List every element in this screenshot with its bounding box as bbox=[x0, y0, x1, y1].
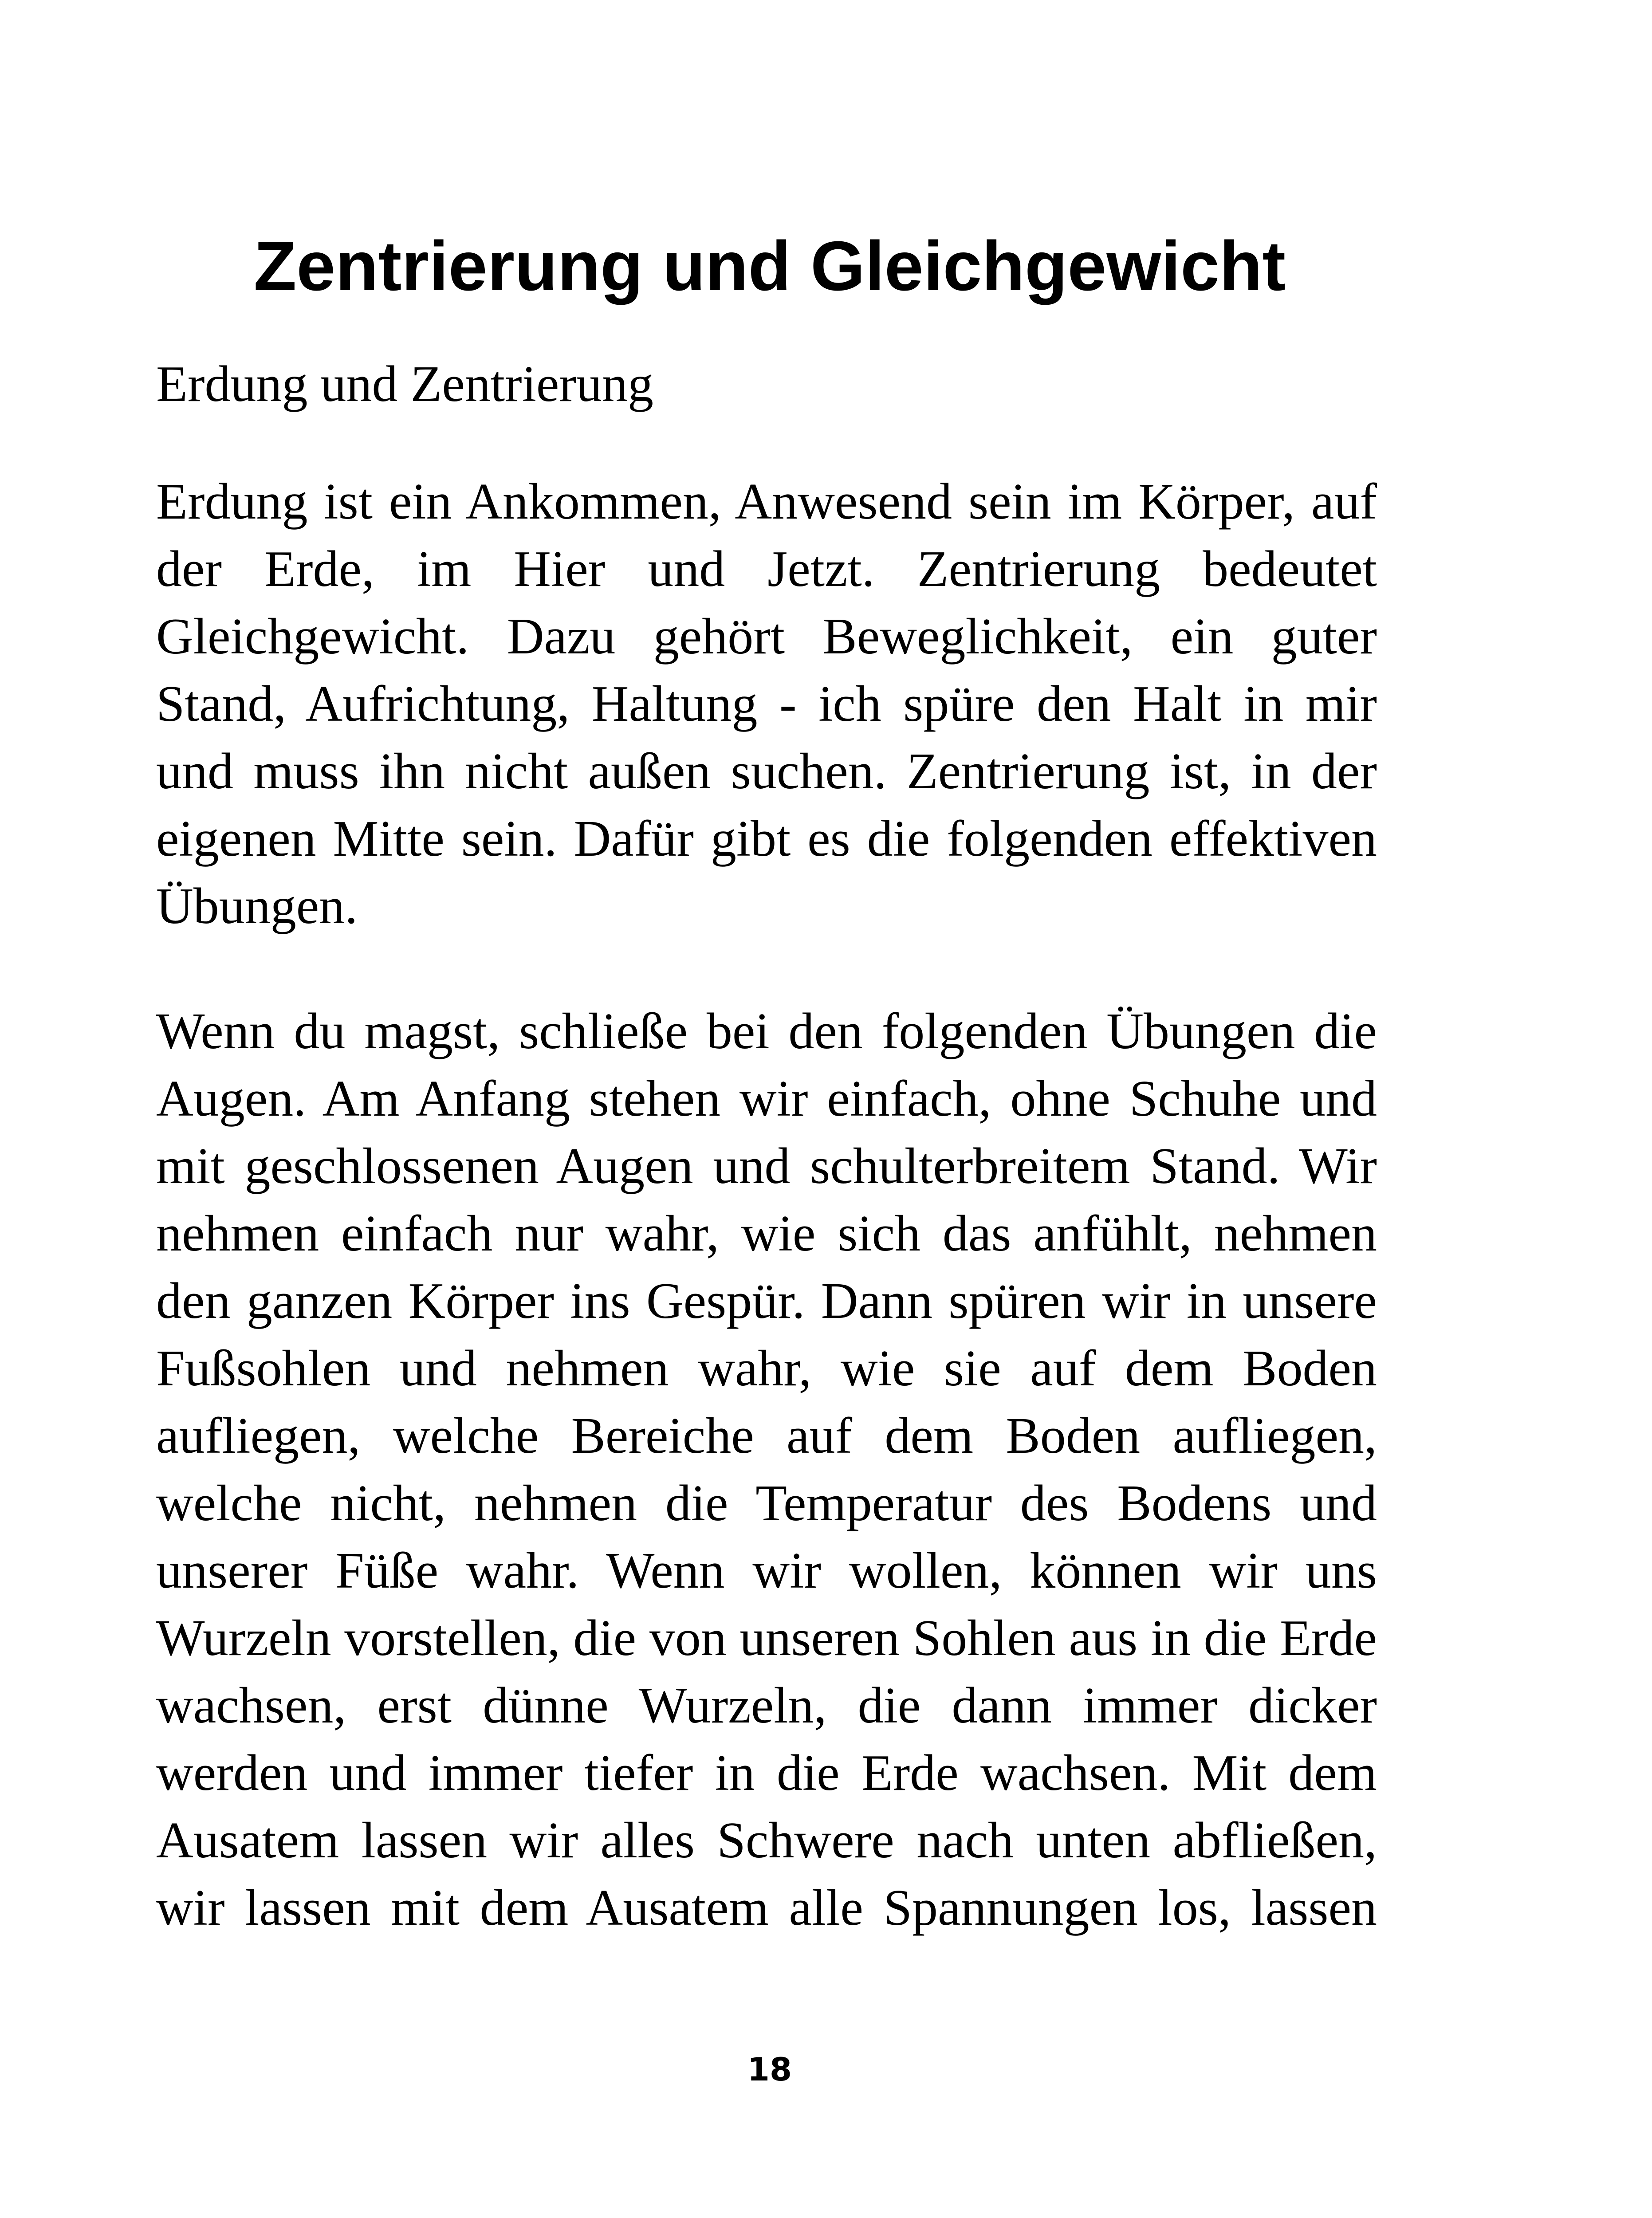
section-heading: Erdung und Zentrierung bbox=[156, 356, 654, 413]
paragraph: Wenn du magst, schließe bei den folgenden Übungen die Augen. Am Anfang stehen wir einfach, ohne Schuhe und mit geschlossenen Augen und schulterbreitem Stand. Wir nehmen einfach nur wahr, wie sich das anfühlt, nehmen den ganzen Körper ins Gespür. Dann spüren wir in unsere Fußsohlen und nehmen wahr, wie sie auf dem Boden aufliegen, welche Bereiche auf dem Boden aufliegen, welche nicht, nehmen die Temperatur des Bodens und unserer Füße wahr. Wenn wir wollen, können wir uns Wurzeln vorstellen, die von unseren Sohlen aus in die Erde wachsen, erst dünne Wurzeln, die dann immer dicker werden und immer tiefer in die Erde wachsen. Mit dem Ausatem lassen wir alles Schwere nach unten abfließen, wir lassen mit dem Ausatem alle Spannungen los, lassen bbox=[156, 1003, 1377, 1936]
body-text bbox=[156, 468, 1377, 1942]
paragraph: Erdung ist ein Ankommen, Anwesend sein im Körper, auf der Erde, im Hier und Jetzt. Zentrierung bedeutet Gleichgewicht. Dazu gehört Beweglichkeit, ein guter Stand, Aufrichtung, Haltung - ich spüre den Halt in mir und muss ihn nicht außen suchen. Zentrierung ist, in der eigenen Mitte sein. Dafür gibt es die folgenden effektiven Übungen. bbox=[156, 473, 1377, 935]
chapter-title: Zentrierung und Gleichgewicht bbox=[253, 227, 1286, 305]
page-number: 18 bbox=[747, 2051, 792, 2088]
